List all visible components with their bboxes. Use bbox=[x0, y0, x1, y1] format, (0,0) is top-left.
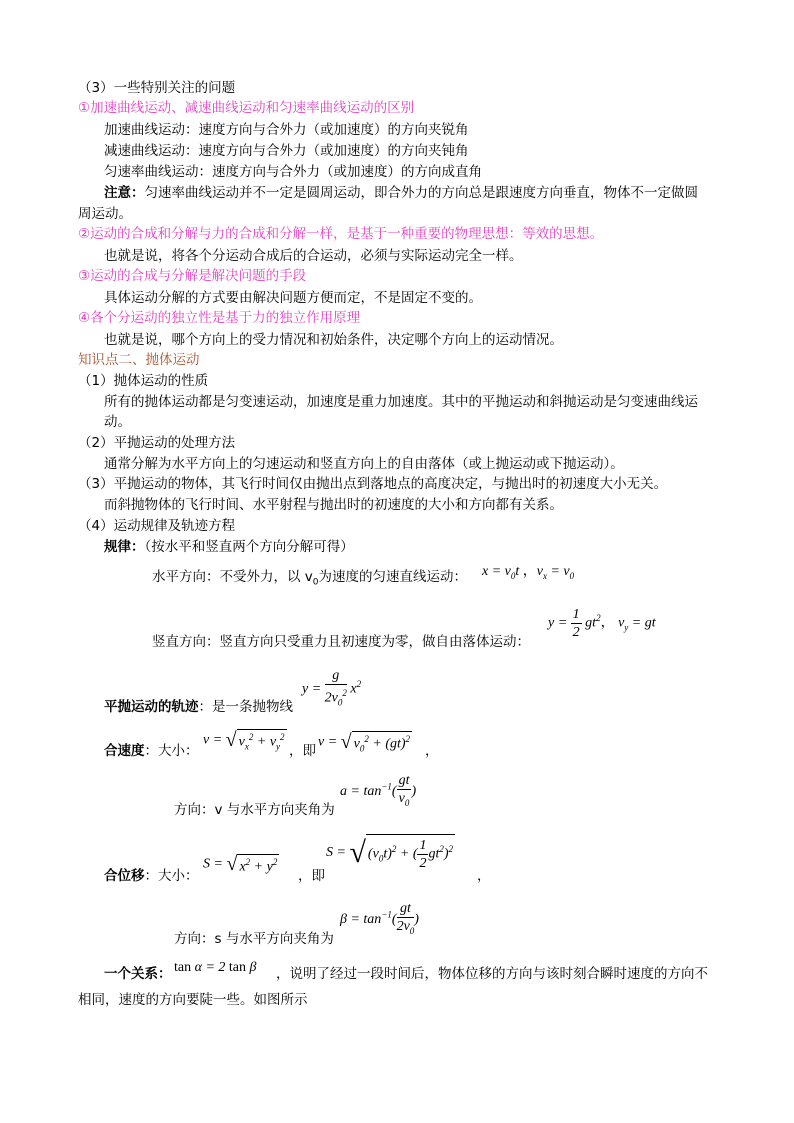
displacement-end: ， bbox=[477, 868, 491, 884]
velocity-angle-formula: $a = \tan^{-1}$( $\frac{gt}{v_0}$ ) bbox=[340, 773, 417, 808]
trajectory-line: 平抛运动的轨迹：是一条抛物线 bbox=[104, 699, 293, 715]
displacement-ji: ，即 bbox=[298, 868, 325, 884]
part-2-title: （2）平抛运动的处理方法 bbox=[78, 435, 236, 451]
displacement-line: 合位移：大小： bbox=[104, 868, 199, 884]
item-4-body: 也就是说，哪个方向上的受力情况和初始条件，决定哪个方向上的运动情况。 bbox=[104, 332, 563, 348]
part-1-line-2: 动。 bbox=[104, 414, 131, 430]
velocity-ji: ，即 bbox=[289, 743, 316, 759]
displacement-angle-formula: $\beta = \tan^{-1}$( $\frac{gt}{2v_0}$ ) bbox=[340, 901, 419, 936]
part-3-line-1: （3）平抛运动的物体，其飞行时间仅由抛出点到落地点的高度决定，与抛出时的初速度大小无关。 bbox=[78, 476, 668, 492]
vertical-formula: y = $\frac{1}{2}$ $gt^2$， $v_y$ = gt bbox=[548, 607, 656, 640]
item-4-title: ④各个分运动的独立性是基于力的独立作用原理 bbox=[78, 310, 361, 326]
velocity-label: 合速度 bbox=[104, 743, 145, 759]
relation-line-2: 相同，速度的方向要陡一些。如图所示 bbox=[78, 992, 308, 1008]
vertical-direction-text: 竖直方向：竖直方向只受重力且初速度为零，做自由落体运动： bbox=[152, 634, 530, 650]
item-2-title: ②运动的合成和分解与力的合成和分解一样，是基于一种重要的物理思想：等效的思想。 bbox=[78, 226, 604, 242]
displacement-direction-text: 方向：s 与水平方向夹角为 bbox=[174, 931, 334, 947]
item-1-title: ①加速曲线运动、减速曲线运动和匀速率曲线运动的区别 bbox=[78, 100, 415, 116]
note-line-1 bbox=[104, 183, 698, 203]
part-3-line-2: 而斜抛物体的飞行时间、水平射程与抛出时的初速度的大小和方向都有关系。 bbox=[104, 497, 563, 513]
item-2-body: 也就是说，将各个分运动合成后的合运动，必须与实际运动完全一样。 bbox=[104, 248, 523, 264]
relation-formula: tan α = 2 tan β bbox=[174, 960, 257, 975]
item-3-title: ③运动的合成与分解是解决问题的手段 bbox=[78, 268, 307, 284]
relation-text-1: ，说明了经过一段时间后，物体位移的方向与该时刻合瞬时速度的方向不 bbox=[276, 966, 708, 982]
relation-label: 一个关系 bbox=[104, 966, 158, 982]
relation-line-1: 一个关系： bbox=[104, 966, 172, 982]
displacement-formula-1: S = √ $x^2 + y^2$ bbox=[203, 853, 278, 875]
note-label: 注意： bbox=[104, 185, 145, 201]
part-1-title: （1）抛体运动的性质 bbox=[78, 373, 209, 389]
displacement-label: 合位移 bbox=[104, 868, 145, 884]
item-3-body: 具体运动分解的方式要由解决问题方便而定，不是固定不变的。 bbox=[104, 290, 482, 306]
item-1-decel: 减速曲线运动：速度方向与合外力（或加速度）的方向夹钝角 bbox=[104, 143, 469, 159]
rule-line bbox=[104, 537, 354, 557]
item-1-uniform: 匀速率曲线运动：速度方向与合外力（或加速度）的方向成直角 bbox=[104, 164, 482, 180]
note-text-1: 匀速率曲线运动并不一定是圆周运动，即合外力的方向总是跟速度方向垂直，物体不一定做圆 bbox=[144, 185, 698, 201]
part-2-body: 通常分解为水平方向上的匀速运动和竖直方向上的自由落体（或上抛运动或下抛运动）。 bbox=[104, 456, 624, 472]
velocity-line: 合速度：大小： bbox=[104, 743, 199, 759]
displacement-formula-2: S = √ $(v_0t)^2$ + ( $\frac{1}{2}$ $gt^2)^2$ bbox=[326, 836, 454, 871]
part-4-title: （4）运动规律及轨迹方程 bbox=[78, 518, 236, 534]
horizontal-direction-text: 水平方向：不受外力，以 $v_0$为速度的匀速直线运动： bbox=[152, 569, 468, 588]
knowledge-2-heading: 知识点二、抛体运动 bbox=[78, 352, 200, 368]
rule-label: 规律： bbox=[104, 539, 145, 555]
item-1-accel: 加速曲线运动：速度方向与合外力（或加速度）的方向夹锐角 bbox=[104, 122, 469, 138]
trajectory-label: 平抛运动的轨迹 bbox=[104, 699, 199, 715]
section-3-heading: （3）一些特别关注的问题 bbox=[78, 80, 236, 96]
velocity-formula-1: v = √ $v_x^2 + v_y^2$ bbox=[203, 729, 285, 752]
velocity-formula-2: v = √ $v_0^2 + (gt)^2$ bbox=[318, 731, 411, 754]
horizontal-formula: $x = v_0t$ ，$v_x = v_0$ bbox=[482, 564, 575, 581]
velocity-end: ， bbox=[425, 743, 439, 759]
rule-text: （按水平和竖直两个方向分解可得） bbox=[144, 539, 354, 555]
velocity-direction-text: 方向：v 与水平方向夹角为 bbox=[174, 802, 335, 818]
part-1-line-1: 所有的抛体运动都是匀变速运动，加速度是重力加速度。其中的平抛运动和斜抛运动是匀变速曲线运 bbox=[104, 394, 698, 410]
note-line-2: 周运动。 bbox=[78, 206, 132, 222]
trajectory-formula: y = $\frac{g}{2v_0^2}$ $x^2$ bbox=[302, 668, 362, 708]
